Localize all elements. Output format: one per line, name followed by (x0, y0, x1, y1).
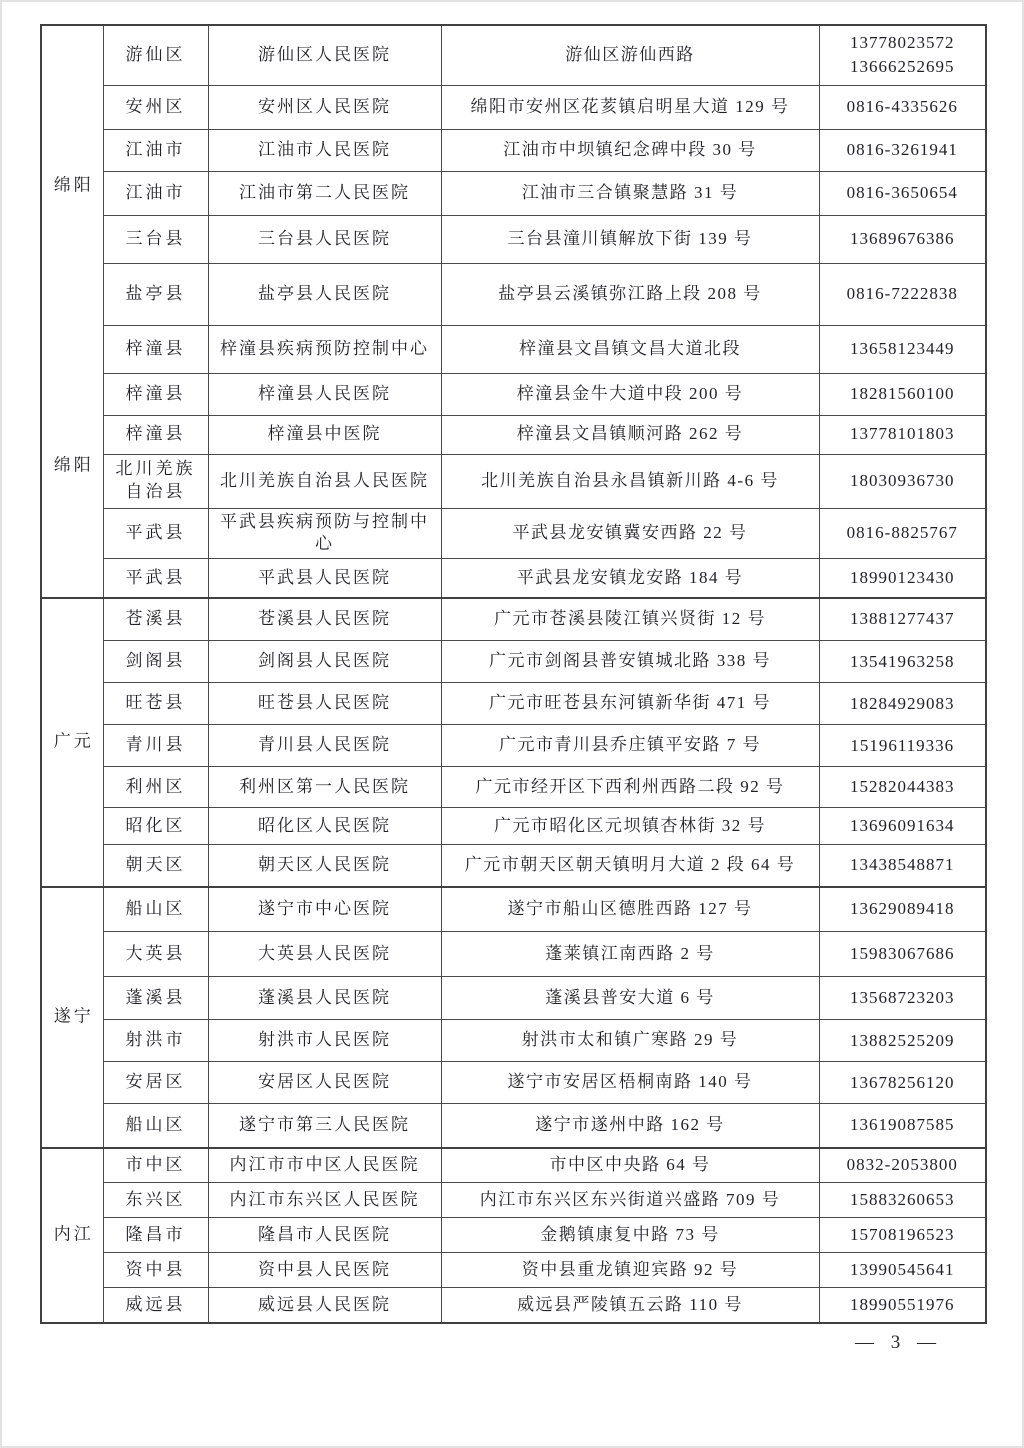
phone-cell (819, 683, 986, 725)
table-row (41, 508, 986, 559)
address-cell: 市中区中央路 64 号 (441, 1148, 819, 1183)
phone-number: 13666252695 (850, 57, 955, 77)
district-cell: 大英县 (103, 932, 208, 977)
table-row (41, 932, 986, 977)
district-cell: 梓潼县 (103, 373, 208, 415)
district-cell: 射洪市 (103, 1020, 208, 1062)
facility-cell: 北川羌族自治县人民医院 (208, 454, 441, 508)
facility-cell: 苍溪县人民医院 (208, 598, 441, 641)
facility-cell: 内江市东兴区人民医院 (208, 1183, 441, 1218)
phone-number: 18030936730 (850, 470, 955, 490)
district-cell: 三台县 (103, 215, 208, 263)
phone-cell (819, 1062, 986, 1104)
phone-number: 13882525209 (850, 1030, 955, 1050)
phone-number: 0816-8825767 (846, 523, 958, 543)
phone-number: 13438548871 (850, 855, 955, 875)
facility-cell: 射洪市人民医院 (208, 1020, 441, 1062)
city-cell (41, 598, 103, 887)
phone-number: 13629089418 (850, 899, 955, 919)
phone-number: 0816-4335626 (846, 96, 958, 116)
address-cell: 广元市剑阁县普安镇城北路 338 号 (441, 641, 819, 683)
phone-cell (819, 415, 986, 454)
phone-number: 13568723203 (850, 988, 955, 1008)
facility-cell: 朝天区人民医院 (208, 845, 441, 887)
district-cell: 朝天区 (103, 845, 208, 887)
city-label: 绵阳 (53, 175, 94, 195)
phone-number: 15196119336 (850, 735, 955, 755)
table-row (41, 1288, 986, 1323)
facility-cell: 遂宁市第三人民医院 (208, 1104, 441, 1148)
facility-cell: 平武县人民医院 (208, 559, 441, 598)
phone-cell (819, 1253, 986, 1288)
address-cell: 平武县龙安镇冀安西路 22 号 (441, 508, 819, 559)
address-cell: 游仙区游仙西路 (441, 25, 819, 85)
phone-cell (819, 767, 986, 808)
phone-number: 13990545641 (850, 1260, 955, 1280)
page-number: — 3 — (855, 1332, 942, 1353)
district-cell: 苍溪县 (103, 598, 208, 641)
address-cell: 北川羌族自治县永昌镇新川路 4-6 号 (441, 454, 819, 508)
facility-cell: 梓潼县疾病预防控制中心 (208, 325, 441, 373)
address-cell: 绵阳市安州区花荄镇启明星大道 129 号 (441, 85, 819, 129)
facility-cell: 梓潼县中医院 (208, 415, 441, 454)
phone-number: 13881277437 (850, 609, 955, 629)
phone-cell (819, 977, 986, 1020)
table-row (41, 129, 986, 171)
phone-number: 18284929083 (850, 693, 955, 713)
table-row (41, 977, 986, 1020)
table-row (41, 373, 986, 415)
district-cell: 船山区 (103, 1104, 208, 1148)
table-row (41, 325, 986, 373)
phone-cell (819, 725, 986, 767)
phone-number: 13541963258 (850, 651, 955, 671)
phone-cell (819, 325, 986, 373)
phone-number: 0816-3650654 (846, 182, 958, 202)
table-row (41, 845, 986, 887)
facility-cell: 昭化区人民医院 (208, 808, 441, 845)
table-row (41, 25, 986, 85)
table-row (41, 263, 986, 325)
address-cell: 广元市旺苍县东河镇新华街 471 号 (441, 683, 819, 725)
table-row (41, 171, 986, 215)
phone-number: 13689676386 (850, 228, 955, 248)
address-cell: 资中县重龙镇迎宾路 92 号 (441, 1253, 819, 1288)
address-cell: 广元市朝天区朝天镇明月大道 2 段 64 号 (441, 845, 819, 887)
phone-cell (819, 932, 986, 977)
city-label: 广元 (53, 731, 94, 751)
table-row (41, 85, 986, 129)
table-row (41, 598, 986, 641)
phone-number: 15282044383 (850, 777, 955, 797)
table-row (41, 1183, 986, 1218)
phone-cell (819, 171, 986, 215)
district-cell: 昭化区 (103, 808, 208, 845)
facility-cell: 盐亭县人民医院 (208, 263, 441, 325)
address-cell: 广元市苍溪县陵江镇兴贤街 12 号 (441, 598, 819, 641)
address-cell: 蓬莱镇江南西路 2 号 (441, 932, 819, 977)
address-cell: 平武县龙安镇龙安路 184 号 (441, 559, 819, 598)
phone-number: 15883260653 (850, 1190, 955, 1210)
district-cell: 利州区 (103, 767, 208, 808)
phone-cell (819, 887, 986, 932)
district-cell: 平武县 (103, 508, 208, 559)
address-cell: 江油市三合镇聚慧路 31 号 (441, 171, 819, 215)
address-cell: 广元市经开区下西利州西路二段 92 号 (441, 767, 819, 808)
district-cell: 安居区 (103, 1062, 208, 1104)
city-label: 内江 (53, 1224, 94, 1244)
phone-number: 13778101803 (850, 424, 955, 444)
table-row (41, 641, 986, 683)
facility-cell: 剑阁县人民医院 (208, 641, 441, 683)
address-cell: 广元市昭化区元坝镇杏林街 32 号 (441, 808, 819, 845)
phone-number: 18281560100 (850, 383, 955, 403)
district-cell: 游仙区 (103, 25, 208, 85)
city-cell (41, 25, 103, 598)
table-row (41, 1020, 986, 1062)
district-cell: 梓潼县 (103, 415, 208, 454)
phone-number: 18990123430 (850, 567, 955, 587)
phone-number: 13658123449 (850, 338, 955, 358)
table-row (41, 1148, 986, 1183)
city-cell (41, 887, 103, 1148)
district-cell: 北川羌族自治县 (103, 454, 208, 508)
phone-cell (819, 1288, 986, 1323)
facility-cell: 安州区人民医院 (208, 85, 441, 129)
table-row (41, 767, 986, 808)
table-row (41, 454, 986, 508)
address-cell: 梓潼县文昌镇文昌大道北段 (441, 325, 819, 373)
phone-cell (819, 1104, 986, 1148)
district-cell: 蓬溪县 (103, 977, 208, 1020)
address-cell: 江油市中坝镇纪念碑中段 30 号 (441, 129, 819, 171)
city-cell (41, 1148, 103, 1323)
facility-cell: 游仙区人民医院 (208, 25, 441, 85)
table-row (41, 1062, 986, 1104)
district-cell: 江油市 (103, 129, 208, 171)
district-cell: 江油市 (103, 171, 208, 215)
phone-number: 0816-7222838 (846, 283, 958, 303)
table-row (41, 808, 986, 845)
facility-cell: 安居区人民医院 (208, 1062, 441, 1104)
facility-cell: 威远县人民医院 (208, 1288, 441, 1323)
phone-cell (819, 808, 986, 845)
address-cell: 射洪市太和镇广寒路 29 号 (441, 1020, 819, 1062)
address-cell: 遂宁市安居区梧桐南路 140 号 (441, 1062, 819, 1104)
address-cell: 遂宁市船山区德胜西路 127 号 (441, 887, 819, 932)
facility-cell: 江油市第二人民医院 (208, 171, 441, 215)
district-cell: 盐亭县 (103, 263, 208, 325)
address-cell: 金鹅镇康复中路 73 号 (441, 1218, 819, 1253)
district-cell: 资中县 (103, 1253, 208, 1288)
phone-cell (819, 263, 986, 325)
hospital-contact-table (40, 24, 987, 1324)
phone-cell (819, 559, 986, 598)
phone-cell (819, 25, 986, 85)
phone-cell (819, 454, 986, 508)
district-cell: 旺苍县 (103, 683, 208, 725)
phone-cell (819, 85, 986, 129)
facility-cell: 旺苍县人民医院 (208, 683, 441, 725)
district-cell: 梓潼县 (103, 325, 208, 373)
phone-cell (819, 129, 986, 171)
address-cell: 蓬溪县普安大道 6 号 (441, 977, 819, 1020)
phone-cell (819, 1218, 986, 1253)
phone-cell (819, 508, 986, 559)
facility-cell: 隆昌市人民医院 (208, 1218, 441, 1253)
table-row (41, 1218, 986, 1253)
phone-cell (819, 1148, 986, 1183)
address-cell: 威远县严陵镇五云路 110 号 (441, 1288, 819, 1323)
phone-number: 15708196523 (850, 1225, 955, 1245)
district-cell: 隆昌市 (103, 1218, 208, 1253)
facility-cell: 梓潼县人民医院 (208, 373, 441, 415)
facility-cell: 三台县人民医院 (208, 215, 441, 263)
district-cell: 平武县 (103, 559, 208, 598)
facility-cell: 江油市人民医院 (208, 129, 441, 171)
table-row (41, 725, 986, 767)
phone-cell (819, 641, 986, 683)
address-cell: 内江市东兴区东兴街道兴盛路 709 号 (441, 1183, 819, 1218)
table-row (41, 1253, 986, 1288)
district-cell: 青川县 (103, 725, 208, 767)
address-cell: 遂宁市遂州中路 162 号 (441, 1104, 819, 1148)
phone-cell (819, 215, 986, 263)
phone-number: 13778023572 (850, 32, 955, 52)
facility-cell: 资中县人民医院 (208, 1253, 441, 1288)
phone-number: 15983067686 (850, 944, 955, 964)
city-label: 遂宁 (53, 1006, 94, 1026)
facility-cell: 大英县人民医院 (208, 932, 441, 977)
address-cell: 盐亭县云溪镇弥江路上段 208 号 (441, 263, 819, 325)
city-label: 绵阳 (53, 455, 94, 475)
phone-number: 13619087585 (850, 1115, 955, 1135)
table-row (41, 215, 986, 263)
address-cell: 三台县潼川镇解放下街 139 号 (441, 215, 819, 263)
address-cell: 梓潼县金牛大道中段 200 号 (441, 373, 819, 415)
phone-cell (819, 1183, 986, 1218)
phone-cell (819, 1020, 986, 1062)
phone-cell (819, 598, 986, 641)
facility-cell: 遂宁市中心医院 (208, 887, 441, 932)
table-row (41, 559, 986, 598)
facility-cell: 平武县疾病预防与控制中心 (208, 508, 441, 559)
table-row (41, 887, 986, 932)
district-cell: 安州区 (103, 85, 208, 129)
table-row (41, 1104, 986, 1148)
district-cell: 船山区 (103, 887, 208, 932)
hospital-table-body (41, 25, 986, 1323)
phone-number: 0816-3261941 (846, 139, 958, 159)
table-row (41, 683, 986, 725)
district-cell: 东兴区 (103, 1183, 208, 1218)
district-cell: 市中区 (103, 1148, 208, 1183)
facility-cell: 内江市市中区人民医院 (208, 1148, 441, 1183)
facility-cell: 蓬溪县人民医院 (208, 977, 441, 1020)
facility-cell: 利州区第一人民医院 (208, 767, 441, 808)
phone-cell (819, 845, 986, 887)
phone-number: 18990551976 (850, 1294, 955, 1314)
phone-number: 13696091634 (850, 816, 955, 836)
address-cell: 梓潼县文昌镇顺河路 262 号 (441, 415, 819, 454)
phone-number: 0832-2053800 (846, 1155, 958, 1175)
phone-cell (819, 373, 986, 415)
phone-number: 13678256120 (850, 1072, 955, 1092)
facility-cell: 青川县人民医院 (208, 725, 441, 767)
district-cell: 剑阁县 (103, 641, 208, 683)
table-row (41, 415, 986, 454)
district-cell: 威远县 (103, 1288, 208, 1323)
address-cell: 广元市青川县乔庄镇平安路 7 号 (441, 725, 819, 767)
